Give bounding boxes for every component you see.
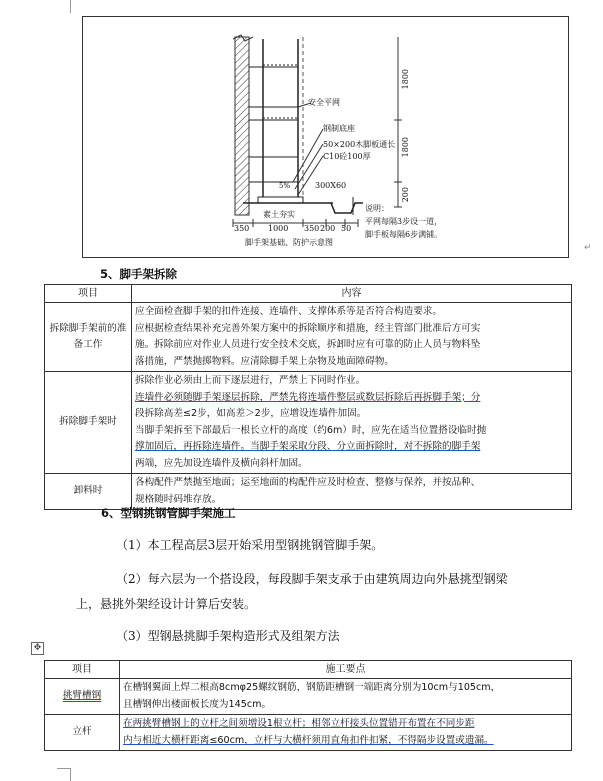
scaffold-diagram bbox=[83, 17, 568, 257]
fig-dim-1000: 1000 bbox=[268, 224, 289, 233]
fig-caption: 脚手架基础、防护示意图 bbox=[245, 238, 333, 247]
fig-dim-1800-bottom: 1800 bbox=[401, 137, 410, 158]
scaffold-foundation-figure bbox=[82, 16, 569, 258]
fig-label-steel-base: 钢制底座 bbox=[323, 124, 355, 133]
crop-mark bbox=[70, 0, 71, 13]
fig-dim-200-mid: 200 bbox=[320, 224, 336, 233]
fig-dim-1800-top: 1800 bbox=[401, 69, 410, 90]
row-item-during: 拆除脚手架时 bbox=[45, 372, 132, 474]
table-header-item: 项目 bbox=[45, 661, 120, 679]
section6-para2a: （2）每六层为一个搭设段，每段脚手架支承于由建筑周边向外悬挑型钢梁 bbox=[116, 572, 508, 586]
row-item-channel: 挑臂槽钢 bbox=[45, 679, 120, 715]
paragraph-mark: ↵ bbox=[584, 243, 592, 253]
table-header-item: 项目 bbox=[45, 285, 132, 303]
table-move-handle-icon[interactable]: ✥ bbox=[31, 642, 44, 655]
row-content-prep: 应全面检查脚手架的扣件连接、连墙件、支撑体系等是否符合构造要求。 应根据检查结果补充完善外架方案中的拆除顺序和措施，经主管部门批准后方可实 施。拆除前应对作业人员进行安全技术交底，拆卸时应有可靠的防止人员与物料坠 落措施，严禁抛掷物料。应清除脚手架上杂物及地面障碍物。 bbox=[132, 303, 572, 372]
table-header-points: 施工要点 bbox=[120, 661, 572, 679]
row-content-pole: 在两挑臂槽钢上的立杆之间须增设1根立杆；相邻立杆接头位置错开布置在不同步距 内与相近大横杆距离≤60cm，立杆与大横杆须用直角扣件扣紧，不得隔步设置或遗漏。 bbox=[120, 715, 572, 751]
table-row bbox=[45, 679, 572, 715]
section5-heading: 5、脚手架拆除 bbox=[100, 267, 178, 281]
table-row bbox=[45, 715, 572, 751]
crop-mark bbox=[70, 768, 71, 781]
fig-note-2: 脚手板每隔6步满铺。 bbox=[365, 230, 443, 239]
row-content-channel: 在槽钢翼面上焊二根高8cmφ25螺纹钢筋，钢筋距槽钢一端距离分别为10cm与105cm， 且槽钢伸出楼面板长度为145cm。 bbox=[120, 679, 572, 715]
fig-note-1: 平网每隔3步设一道， bbox=[365, 217, 443, 226]
section6-para1: （1）本工程高层3层开始采用型钢挑钢管脚手架。 bbox=[116, 538, 384, 552]
section6-para2b: 上，悬挑外架经设计计算后安装。 bbox=[76, 597, 257, 611]
table-header-content: 内容 bbox=[132, 285, 572, 303]
fig-dim-200: 200 bbox=[401, 187, 410, 203]
fig-note-title: 说明： bbox=[365, 204, 389, 213]
fig-dim-350-mid: 350 bbox=[304, 224, 320, 233]
fig-dim-350-left: 350 bbox=[234, 224, 250, 233]
crop-mark bbox=[57, 768, 70, 769]
fig-label-safety-net: 安全平网 bbox=[308, 98, 340, 107]
dismantle-table bbox=[44, 284, 572, 510]
section6-para3: （3）型钢悬挑脚手架构造形式及组架方法 bbox=[116, 629, 340, 643]
fig-label-drain: 300X60 bbox=[315, 181, 347, 190]
row-content-unload: 各构配件严禁抛至地面；运至地面的构配件应及时检查、整修与保养，并按品种、 规格随时码堆存放。 bbox=[132, 474, 572, 510]
table-row bbox=[45, 303, 572, 372]
fig-label-slope: 5% bbox=[279, 182, 291, 190]
cantilever-table bbox=[44, 660, 572, 751]
row-item-unload: 卸料时 bbox=[45, 474, 132, 510]
fig-label-ground: 素土夯实 bbox=[263, 210, 295, 219]
row-item-pole: 立杆 bbox=[45, 715, 120, 751]
row-item-prep: 拆除脚手架前的准备工作 bbox=[45, 303, 132, 372]
fig-dim-50-mid: 50 bbox=[341, 224, 352, 233]
section6-heading: 6、型钢挑钢管脚手架施工 bbox=[101, 506, 236, 520]
table-row bbox=[45, 372, 572, 474]
fig-label-board-pad: 50×200木脚板通长 bbox=[323, 140, 396, 149]
row-content-during: 拆除作业必须由上而下逐层进行，严禁上下同时作业。 连墙件必须随脚手架逐层拆除，严禁先将连墙件整层或数层拆除后再拆脚手架；分 段拆除高差≤2步，如高差＞2步，应增设连墙件加固。 当脚手架拆至下部最后一根长立杆的高度（约6m）时，应先在适当位置搭设临时抛 撑加固后，再拆除连墙件。当脚手架采取分段、分立面拆除时，对不拆除的脚手架 两端，应先加设连墙件及横向斜杆加固。 bbox=[132, 372, 572, 474]
fig-label-c10-pad: C10砼100厚 bbox=[323, 152, 371, 161]
